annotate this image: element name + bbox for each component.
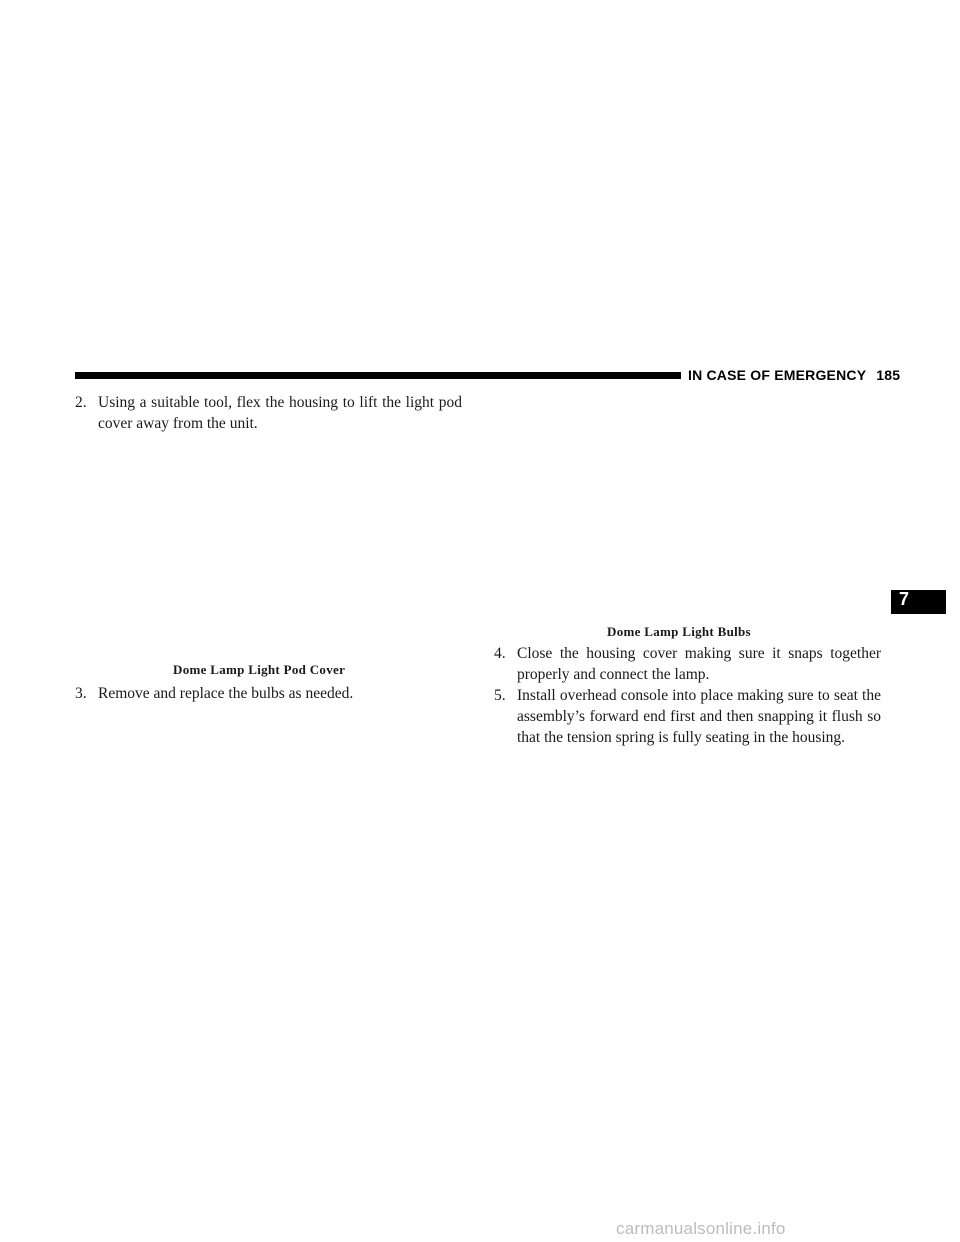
step-number: 3.	[75, 685, 87, 702]
watermark: carmanualsonline.info	[616, 1219, 786, 1238]
step-text: Install overhead console into place making sure to seat the assembly’s forward end first and then snapping it flush so that the tension spring is fully seating in the housing.	[517, 687, 881, 746]
step-number: 5.	[494, 687, 506, 704]
step-text: Remove and replace the bulbs as needed.	[98, 685, 354, 702]
step-2	[75, 392, 462, 434]
step-5	[494, 685, 881, 748]
step-number: 2.	[75, 394, 87, 411]
step-number: 4.	[494, 645, 506, 662]
header-rule	[75, 372, 681, 379]
figure-caption-light-bulbs: Dome Lamp Light Bulbs	[607, 624, 751, 639]
step-4	[494, 643, 881, 685]
step-text: Using a suitable tool, flex the housing to lift the light pod cover away from the unit.	[98, 394, 462, 432]
step-3	[75, 683, 462, 704]
section-title: IN CASE OF EMERGENCY	[688, 367, 867, 383]
figure-caption-pod-cover: Dome Lamp Light Pod Cover	[173, 662, 346, 677]
step-text: Close the housing cover making sure it snaps together properly and connect the lamp.	[517, 645, 881, 683]
running-header	[688, 367, 900, 383]
page-number: 185	[876, 367, 901, 383]
chapter-number: 7	[899, 589, 910, 609]
